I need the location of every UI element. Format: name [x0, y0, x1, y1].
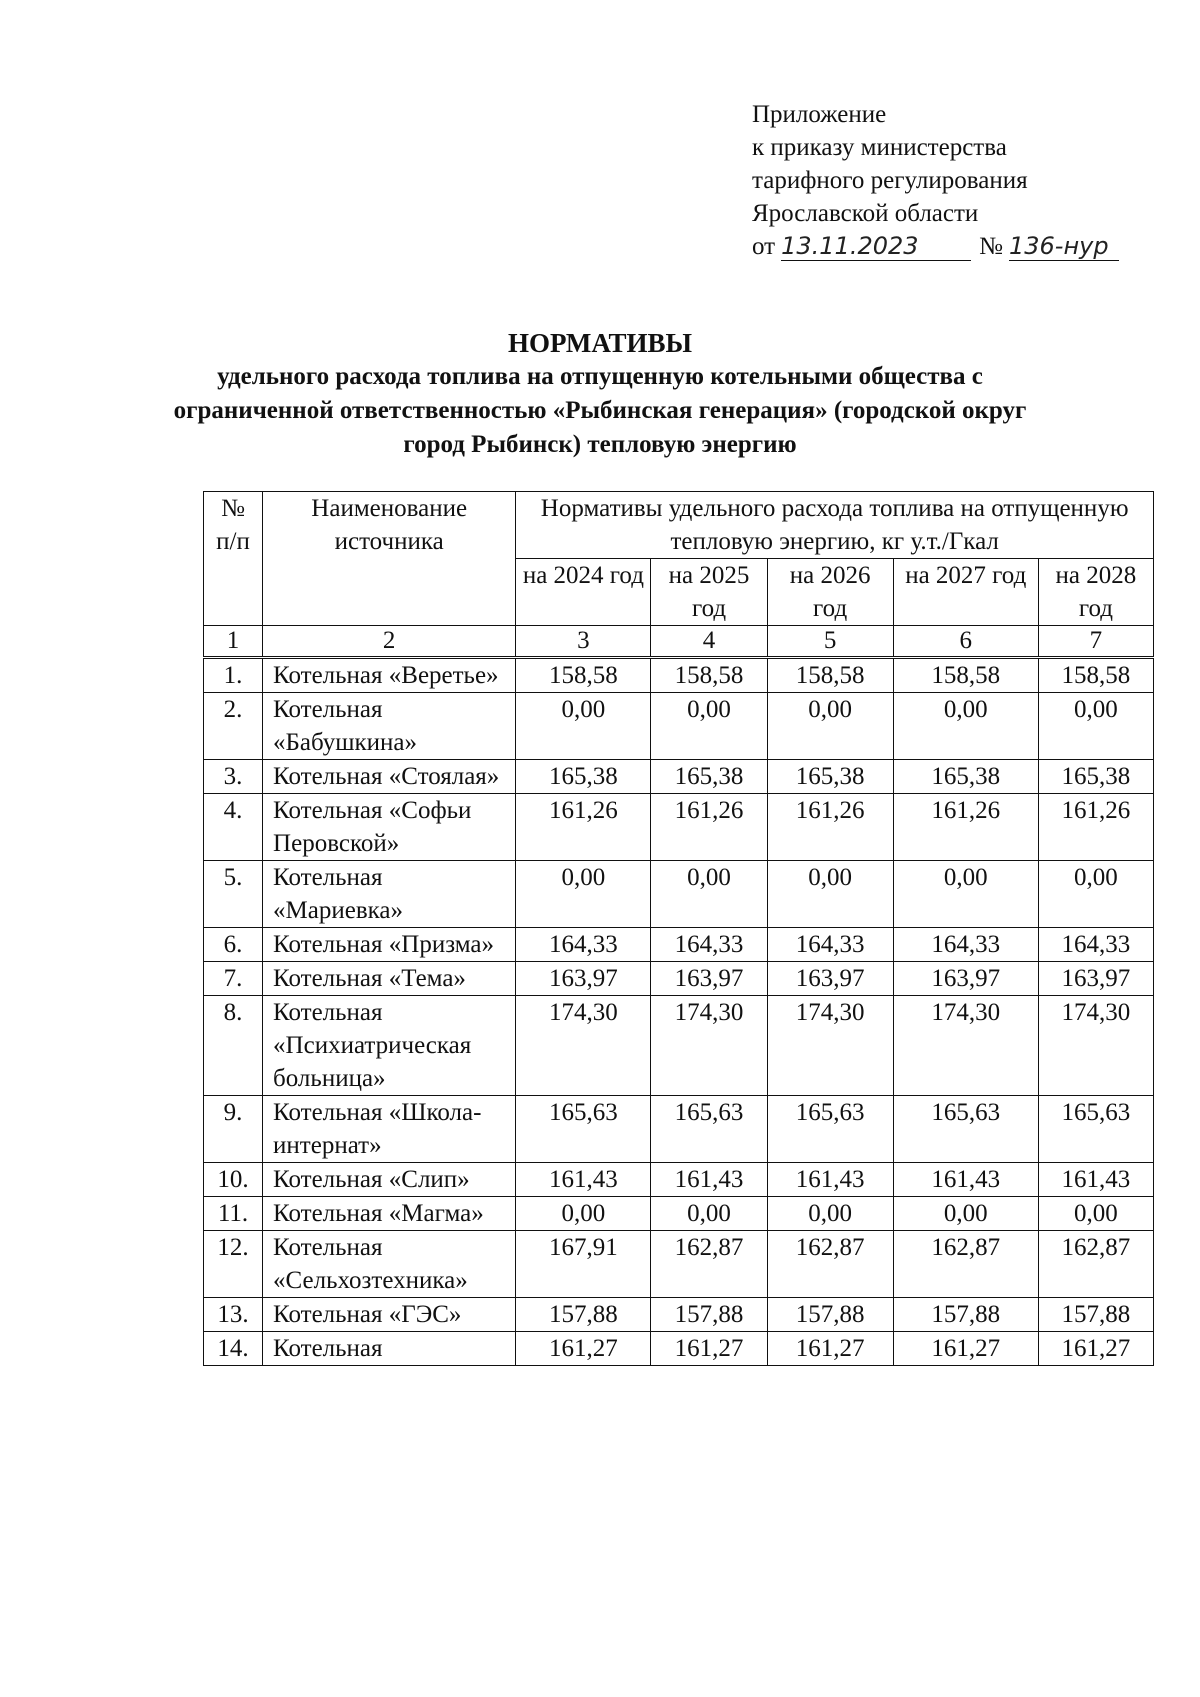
- appendix-line: тарифного регулирования: [752, 167, 1028, 194]
- norm-value: 165,63: [893, 1096, 1038, 1163]
- norm-value: 161,26: [1038, 794, 1153, 861]
- norm-value: 158,58: [767, 658, 893, 693]
- source-name: Котельная «ГЭС»: [263, 1298, 516, 1332]
- row-number: 5.: [204, 861, 263, 928]
- norm-value: 167,91: [516, 1231, 651, 1298]
- norm-value: 158,58: [516, 658, 651, 693]
- norm-value: 0,00: [767, 1197, 893, 1231]
- norm-value: 161,26: [893, 794, 1038, 861]
- column-number: 7: [1038, 626, 1153, 658]
- table-row: [204, 1231, 1154, 1298]
- norm-value: 161,43: [516, 1163, 651, 1197]
- source-name: Котельная «Бабушкина»: [263, 693, 516, 760]
- order-reference: [752, 230, 1172, 263]
- row-number: 9.: [204, 1096, 263, 1163]
- norm-value: 164,33: [893, 928, 1038, 962]
- order-number: 136-нур: [1009, 232, 1119, 261]
- table-row: [204, 1332, 1154, 1366]
- appendix-line: к приказу министерства: [752, 134, 1007, 161]
- row-number: 14.: [204, 1332, 263, 1366]
- table-row: [204, 658, 1154, 693]
- title-subtitle: удельного расхода топлива на отпущенную котельными общества с ограниченной ответственностью «Рыбинская генерация» (городской округ город Рыбинск) тепловую энергию: [173, 363, 1027, 458]
- norm-value: 0,00: [1038, 861, 1153, 928]
- table-row: [204, 996, 1154, 1096]
- source-name: Котельная «Тема»: [263, 962, 516, 996]
- norm-value: 0,00: [1038, 1197, 1153, 1231]
- table-row: [204, 760, 1154, 794]
- norm-value: 158,58: [893, 658, 1038, 693]
- row-number: 11.: [204, 1197, 263, 1231]
- header-year: на 2028 год: [1038, 559, 1153, 626]
- from-label: от: [752, 233, 776, 260]
- norm-value: 162,87: [767, 1231, 893, 1298]
- source-name: Котельная «Магма»: [263, 1197, 516, 1231]
- title-main: НОРМАТИВЫ: [507, 328, 693, 358]
- header-year: на 2025 год: [651, 559, 767, 626]
- norm-value: 161,27: [767, 1332, 893, 1366]
- norm-value: 161,26: [516, 794, 651, 861]
- norm-value: 174,30: [516, 996, 651, 1096]
- table-header-row: [204, 492, 1154, 559]
- norm-value: 0,00: [651, 861, 767, 928]
- norm-value: 161,27: [651, 1332, 767, 1366]
- source-name: Котельная «Слип»: [263, 1163, 516, 1197]
- column-numbers-row: [204, 626, 1154, 658]
- norm-value: 162,87: [1038, 1231, 1153, 1298]
- norm-value: 165,63: [516, 1096, 651, 1163]
- document-title: [150, 326, 1050, 462]
- norm-value: 157,88: [516, 1298, 651, 1332]
- norm-value: 0,00: [767, 693, 893, 760]
- norm-value: 162,87: [651, 1231, 767, 1298]
- header-num: № п/п: [204, 492, 263, 626]
- norm-value: 161,27: [516, 1332, 651, 1366]
- norm-value: 163,97: [767, 962, 893, 996]
- norm-value: 164,33: [767, 928, 893, 962]
- norm-value: 164,33: [516, 928, 651, 962]
- norm-value: 0,00: [651, 1197, 767, 1231]
- norm-value: 0,00: [893, 861, 1038, 928]
- norm-value: 164,33: [1038, 928, 1153, 962]
- norm-value: 161,26: [651, 794, 767, 861]
- norm-value: 163,97: [651, 962, 767, 996]
- column-number: 2: [263, 626, 516, 658]
- header-group: Нормативы удельного расхода топлива на отпущенную тепловую энергию, кг у.т./Гкал: [516, 492, 1154, 559]
- row-number: 3.: [204, 760, 263, 794]
- norm-value: 161,43: [767, 1163, 893, 1197]
- norm-value: 165,38: [893, 760, 1038, 794]
- norm-value: 174,30: [767, 996, 893, 1096]
- table-row: [204, 1197, 1154, 1231]
- table-row: [204, 962, 1154, 996]
- norm-value: 174,30: [893, 996, 1038, 1096]
- row-number: 4.: [204, 794, 263, 861]
- norm-value: 165,63: [767, 1096, 893, 1163]
- row-number: 10.: [204, 1163, 263, 1197]
- norm-value: 158,58: [651, 658, 767, 693]
- table-row: [204, 928, 1154, 962]
- header-year: на 2024 год: [516, 559, 651, 626]
- norm-value: 0,00: [1038, 693, 1153, 760]
- appendix-header: [752, 98, 1172, 263]
- norm-value: 174,30: [651, 996, 767, 1096]
- column-number: 3: [516, 626, 651, 658]
- column-number: 4: [651, 626, 767, 658]
- column-number: 6: [893, 626, 1038, 658]
- norm-value: 165,38: [767, 760, 893, 794]
- header-year: на 2027 год: [893, 559, 1038, 626]
- header-year: на 2026 год: [767, 559, 893, 626]
- norm-value: 0,00: [516, 861, 651, 928]
- number-label: №: [979, 233, 1003, 260]
- table-row: [204, 1298, 1154, 1332]
- norm-value: 158,58: [1038, 658, 1153, 693]
- table-row: [204, 861, 1154, 928]
- norm-value: 0,00: [767, 861, 893, 928]
- norm-value: 0,00: [516, 1197, 651, 1231]
- norm-value: 0,00: [651, 693, 767, 760]
- norm-value: 165,63: [1038, 1096, 1153, 1163]
- column-number: 5: [767, 626, 893, 658]
- table-row: [204, 693, 1154, 760]
- norm-value: 165,38: [516, 760, 651, 794]
- source-name: Котельная: [263, 1332, 516, 1366]
- norm-value: 161,27: [893, 1332, 1038, 1366]
- appendix-line: Ярославской области: [752, 200, 979, 227]
- norm-value: 157,88: [1038, 1298, 1153, 1332]
- norm-value: 165,63: [651, 1096, 767, 1163]
- norms-table: [203, 491, 1154, 1366]
- source-name: Котельная «Софьи Перовской»: [263, 794, 516, 861]
- norm-value: 0,00: [516, 693, 651, 760]
- norm-value: 163,97: [516, 962, 651, 996]
- row-number: 7.: [204, 962, 263, 996]
- norm-value: 157,88: [767, 1298, 893, 1332]
- norm-value: 174,30: [1038, 996, 1153, 1096]
- row-number: 6.: [204, 928, 263, 962]
- norm-value: 161,43: [651, 1163, 767, 1197]
- source-name: Котельная «Призма»: [263, 928, 516, 962]
- source-name: Котельная «Психиатрическая больница»: [263, 996, 516, 1096]
- norm-value: 165,38: [651, 760, 767, 794]
- norm-value: 163,97: [893, 962, 1038, 996]
- table-row: [204, 1096, 1154, 1163]
- norm-value: 161,43: [893, 1163, 1038, 1197]
- column-number: 1: [204, 626, 263, 658]
- row-number: 8.: [204, 996, 263, 1096]
- norm-value: 157,88: [651, 1298, 767, 1332]
- source-name: Котельная «Стоялая»: [263, 760, 516, 794]
- appendix-line: Приложение: [752, 101, 887, 128]
- norm-value: 161,43: [1038, 1163, 1153, 1197]
- norm-value: 164,33: [651, 928, 767, 962]
- row-number: 12.: [204, 1231, 263, 1298]
- norm-value: 165,38: [1038, 760, 1153, 794]
- source-name: Котельная «Мариевка»: [263, 861, 516, 928]
- row-number: 13.: [204, 1298, 263, 1332]
- source-name: Котельная «Школа-интернат»: [263, 1096, 516, 1163]
- norm-value: 161,26: [767, 794, 893, 861]
- source-name: Котельная «Сельхозтехника»: [263, 1231, 516, 1298]
- norm-value: 157,88: [893, 1298, 1038, 1332]
- row-number: 2.: [204, 693, 263, 760]
- norm-value: 162,87: [893, 1231, 1038, 1298]
- norm-value: 0,00: [893, 693, 1038, 760]
- norm-value: 161,27: [1038, 1332, 1153, 1366]
- order-date: 13.11.2023: [781, 232, 971, 261]
- norm-value: 0,00: [893, 1197, 1038, 1231]
- table-row: [204, 1163, 1154, 1197]
- source-name: Котельная «Веретье»: [263, 658, 516, 693]
- norm-value: 163,97: [1038, 962, 1153, 996]
- header-name: Наименование источника: [263, 492, 516, 626]
- row-number: 1.: [204, 658, 263, 693]
- table-row: [204, 794, 1154, 861]
